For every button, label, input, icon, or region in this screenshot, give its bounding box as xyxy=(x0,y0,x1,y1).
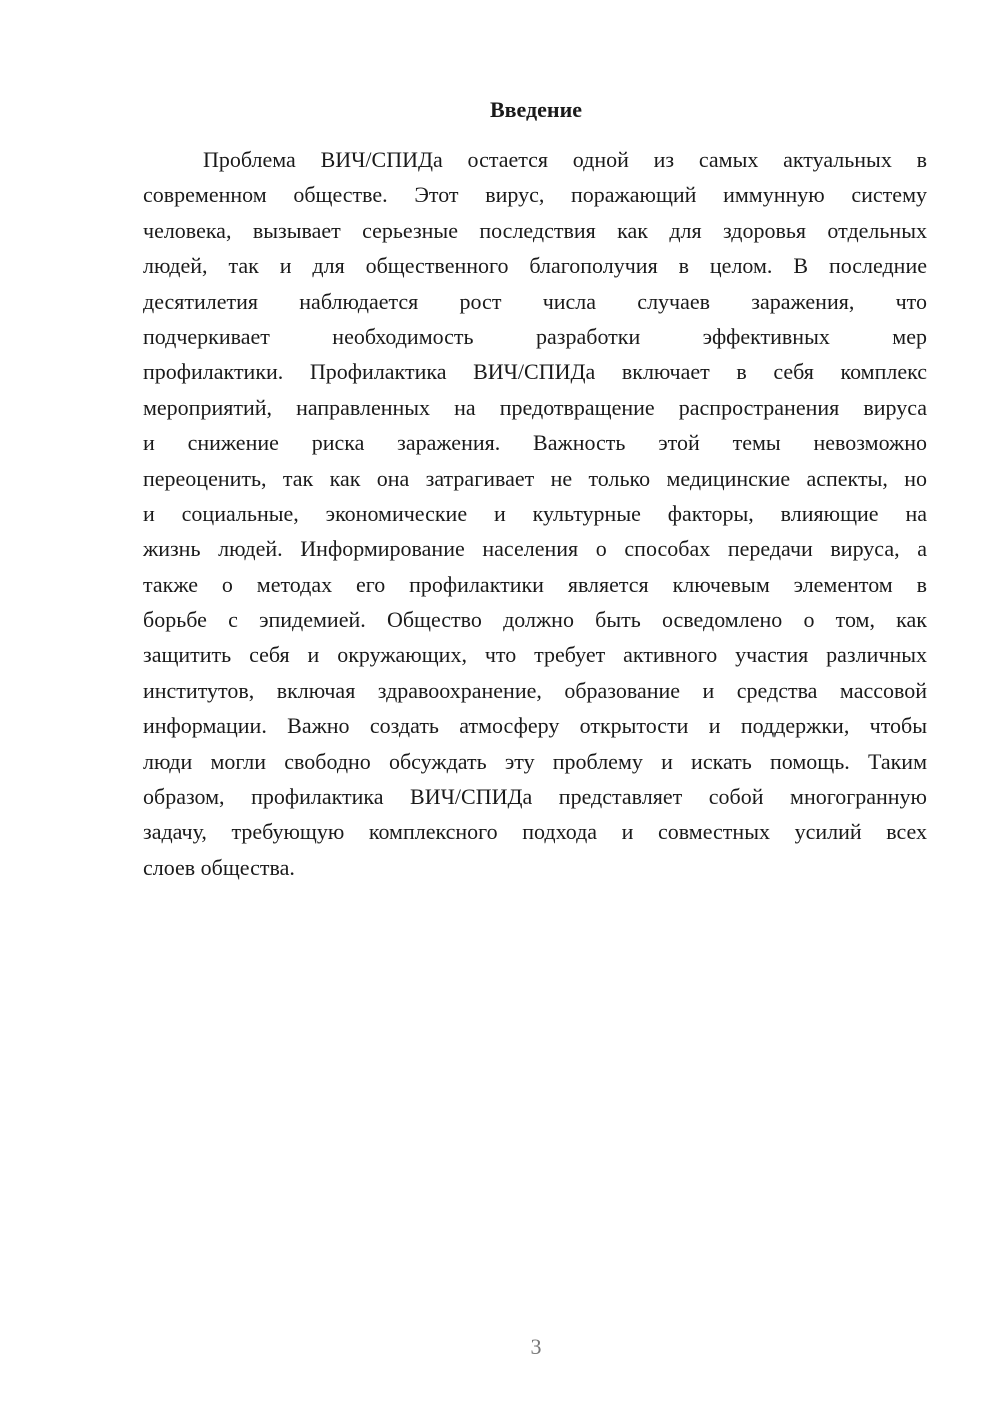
text-line: защитить себя и окружающих, что требует активного участия различных xyxy=(143,642,927,668)
page-number: 3 xyxy=(530,1334,542,1359)
text-line: переоценить, так как она затрагивает не только медицинские аспекты, но xyxy=(143,465,927,491)
text-line: мероприятий, направленных на предотвращение распространения вируса xyxy=(143,394,927,420)
text-line: и социальные, экономические и культурные факторы, влияющие на xyxy=(143,500,927,526)
text-line: люди могли свободно обсуждать эту проблему и искать помощь. Таким xyxy=(143,748,927,774)
text-line: человека, вызывает серьезные последствия как для здоровья отдельных xyxy=(143,217,927,243)
text-line: борьбе с эпидемией. Общество должно быть осведомлено о том, как xyxy=(143,607,927,633)
text-line: жизнь людей. Информирование населения о способах передачи вируса, а xyxy=(143,536,927,562)
text-line: образом, профилактика ВИЧ/СПИДа представляет собой многогранную xyxy=(143,784,927,810)
section-title: Введение xyxy=(489,97,583,122)
text-line: задачу, требующую комплексного подхода и совместных усилий всех xyxy=(143,819,927,845)
text-line: десятилетия наблюдается рост числа случаев заражения, что xyxy=(143,288,927,314)
text-line: современном обществе. Этот вирус, поражающий иммунную систему xyxy=(143,182,927,208)
text-line: профилактики. Профилактика ВИЧ/СПИДа включает в себя комплекс xyxy=(143,359,927,385)
text-line: Проблема ВИЧ/СПИДа остается одной из самых актуальных в xyxy=(203,147,927,172)
text-line: людей, так и для общественного благополучия в целом. В последние xyxy=(143,253,927,279)
text-line: слоев общества. xyxy=(143,854,295,880)
paragraph xyxy=(143,142,927,885)
text-line: институтов, включая здравоохранение, образование и средства массовой xyxy=(143,677,927,703)
text-line: также о методах его профилактики является ключевым элементом в xyxy=(143,571,927,597)
text-line: и снижение риска заражения. Важность этой темы невозможно xyxy=(143,430,927,456)
text-line: подчеркивает необходимость разработки эффективных мер xyxy=(143,323,927,349)
text-line: информации. Важно создать атмосферу открытости и поддержки, чтобы xyxy=(143,713,927,739)
